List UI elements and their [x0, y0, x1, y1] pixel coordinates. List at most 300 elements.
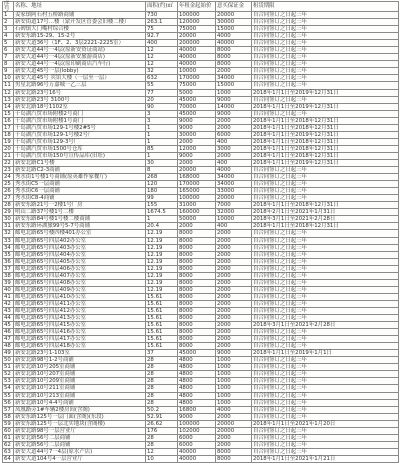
cell-area: 12.19	[146, 272, 178, 279]
table-row	[3, 188, 399, 195]
cell-annual-rent: 50000	[178, 216, 216, 223]
table-row	[3, 124, 399, 131]
cell-area: 12	[146, 448, 178, 455]
cell-lease-term: 2018年1月1日至2018年12月31日	[252, 117, 399, 124]
cell-annual-rent: 8000	[178, 279, 216, 286]
cell-deposit: 400	[216, 223, 252, 230]
cell-area: 15.61	[146, 293, 178, 300]
cell-annual-rent: 4800	[178, 371, 216, 378]
header-annual-rent: 年租金起始价	[178, 2, 216, 12]
cell-annual-rent: 200000	[178, 40, 216, 47]
cell-annual-rent: 6000	[178, 434, 216, 441]
table-body	[3, 12, 399, 463]
table-row	[3, 336, 399, 343]
header-deposit: 意买保证金	[216, 2, 252, 12]
cell-annual-rent: 9000	[178, 413, 216, 420]
cell-deposit: 2000	[216, 434, 252, 441]
cell-area: 1	[146, 138, 178, 145]
cell-index: 4	[3, 33, 14, 40]
cell-deposit: 2000	[216, 307, 252, 314]
cell-name-address: 石碑镇大门嘴村综合楼	[14, 26, 146, 33]
cell-annual-rent: 8000	[178, 293, 216, 300]
cell-index: 3	[3, 26, 14, 33]
cell-name-address: 新安北路23号1-103室	[14, 350, 146, 357]
table-row	[3, 385, 399, 392]
cell-lease-term: 2018年3月1日至2021年2月28日	[252, 216, 399, 223]
cell-annual-rent: 8000	[178, 307, 216, 314]
cell-index: 48	[3, 343, 14, 350]
cell-area: 20.4	[146, 223, 178, 230]
cell-index: 17	[3, 124, 14, 131]
cell-annual-rent: 160000	[178, 209, 216, 216]
cell-index: 7	[3, 54, 14, 61]
cell-lease-term: 自合同签订之日起三年	[252, 357, 399, 364]
cell-area: 52.91	[146, 413, 178, 420]
cell-index: 49	[3, 350, 14, 357]
cell-area: 12.19	[146, 230, 178, 237]
cell-annual-rent: 168000	[178, 174, 216, 181]
cell-index: 27	[3, 195, 14, 202]
cell-name-address: 新安北路10号211室商铺	[14, 385, 146, 392]
cell-lease-term: 自合同签订之日起三年	[252, 336, 399, 343]
cell-deposit: 20000	[216, 420, 252, 427]
cell-annual-rent: 70000	[178, 103, 216, 110]
table-row	[3, 145, 399, 152]
cell-area: 12.19	[146, 265, 178, 272]
cell-lease-term: 自合同签订之日起三年	[252, 82, 399, 89]
cell-lease-term: 自合同签订之日起三年	[252, 434, 399, 441]
cell-name-address: 邮电北路65号四层405办公室	[14, 258, 146, 265]
cell-lease-term: 自合同签订之日起三年	[252, 448, 399, 455]
cell-index: 36	[3, 258, 14, 265]
table-row	[3, 265, 399, 272]
cell-index: 1	[3, 12, 14, 19]
cell-lease-term: 2018年1月1日至2019年1月1日	[252, 350, 399, 357]
cell-deposit: 2000	[216, 124, 252, 131]
cell-lease-term: 自合同签订之日起三年	[252, 427, 399, 434]
table-row	[3, 251, 399, 258]
cell-lease-term: 自合同签订之日起三年	[252, 272, 399, 279]
cell-area: 28	[146, 392, 178, 399]
cell-name-address: 新安北路C1号楼	[14, 159, 146, 166]
cell-deposit: 1000	[216, 392, 252, 399]
cell-annual-rent: 8000	[178, 258, 216, 265]
table-row	[3, 47, 399, 54]
cell-name-address: 新安北路10号213室商铺	[14, 392, 146, 399]
cell-deposit: 3000	[216, 145, 252, 152]
cell-name-address: 邮电北路65号四层415办公室	[14, 322, 146, 329]
cell-index: 8	[3, 61, 14, 68]
cell-name-address: 新安北路23号16号	[14, 89, 146, 96]
cell-name-address: 新安大道36号（1F、2、3层2221-2225室）	[14, 40, 146, 47]
cell-annual-rent: 20000	[178, 33, 216, 40]
cell-area: 55	[146, 82, 178, 89]
cell-name-address: 千岛湖汽贸市场1500号仓库	[14, 145, 146, 152]
cell-deposit: 7000	[216, 202, 252, 209]
header-area: 面积(约)㎡	[146, 2, 178, 12]
cell-area: 28	[146, 378, 178, 385]
cell-annual-rent: 5000	[178, 89, 216, 96]
cell-lease-term: 自合同签订之日起三年	[252, 19, 399, 26]
cell-deposit: 2000	[216, 117, 252, 124]
cell-deposit: 20000	[216, 195, 252, 202]
cell-name-address: 邮电北路65号四层418办公室	[14, 343, 146, 350]
cell-index: 52	[3, 371, 14, 378]
cell-lease-term: 自合同签订之日起三年	[252, 307, 399, 314]
cell-annual-rent: 40000	[178, 54, 216, 61]
cell-lease-term: 2018年1月1日至2018年12月31日	[252, 124, 399, 131]
cell-name-address: 邮电北路65号楼四楼401办公室	[14, 230, 146, 237]
cell-area: 75	[146, 26, 178, 33]
cell-lease-term: 自合同签订之日起三年	[252, 441, 399, 448]
cell-name-address: 邮电北路65号四层411办公室	[14, 300, 146, 307]
cell-name-address: 姜家镇阿石村五桥路商铺	[14, 12, 146, 19]
cell-deposit: 1000	[216, 385, 252, 392]
cell-deposit: 2000	[216, 329, 252, 336]
table-row	[3, 364, 399, 371]
cell-annual-rent: 31000	[178, 202, 216, 209]
cell-annual-rent: 9000	[178, 117, 216, 124]
cell-annual-rent: 170000	[178, 181, 216, 188]
cell-deposit: 2000	[216, 300, 252, 307]
table-row	[3, 75, 399, 82]
table-row	[3, 82, 399, 89]
cell-area: 20	[146, 96, 178, 103]
cell-area: 30	[146, 159, 178, 166]
cell-annual-rent: 100000	[178, 195, 216, 202]
cell-index: 53	[3, 378, 14, 385]
cell-area: 176	[146, 427, 178, 434]
cell-annual-rent: 8000	[178, 329, 216, 336]
cell-area: 50.2	[146, 406, 178, 413]
cell-lease-term: 自合同签订之日起三年	[252, 258, 399, 265]
cell-annual-rent: 40000	[178, 448, 216, 455]
cell-lease-term: 自合同签订之日起三年	[252, 392, 399, 399]
cell-deposit: 9000	[216, 96, 252, 103]
table-row	[3, 12, 399, 19]
cell-index: 60	[3, 427, 14, 434]
cell-name-address: 邮电北路65号四层412办公室	[14, 307, 146, 314]
cell-name-address: 邮电北路65号四层402办公室	[14, 237, 146, 244]
table-row	[3, 350, 399, 357]
cell-lease-term: 自合同签订之日起三年	[252, 195, 399, 202]
cell-deposit: 14000	[216, 103, 252, 110]
cell-deposit: 2000	[216, 441, 252, 448]
cell-annual-rent: 16800	[178, 406, 216, 413]
cell-deposit: 8000	[216, 47, 252, 54]
cell-index: 23	[3, 167, 14, 174]
cell-annual-rent: 120000	[178, 19, 216, 26]
cell-lease-term: 自合同签订之日起三年	[252, 300, 399, 307]
cell-lease-term: 自合同签订之日起三年	[252, 54, 399, 61]
cell-lease-term: 自合同签订之日起三年	[252, 230, 399, 237]
table-row	[3, 216, 399, 223]
cell-area: 268	[146, 174, 178, 181]
cell-lease-term: 2018年1月1日至2018年12月31日	[252, 138, 399, 145]
cell-annual-rent: 45000	[178, 110, 216, 117]
cell-annual-rent: 6000	[178, 441, 216, 448]
cell-area: 12.19	[146, 279, 178, 286]
table-row	[3, 434, 399, 441]
header-name-address: 名称、地址	[14, 2, 146, 12]
cell-area: 28	[146, 364, 178, 371]
table-row	[3, 378, 399, 385]
cell-name-address: 邮电北路65号四层406办公室	[14, 265, 146, 272]
cell-index: 37	[3, 265, 14, 272]
table-row	[3, 26, 399, 33]
table-row	[3, 202, 399, 209]
cell-name-address: 邮电北路65号四层417办公室	[14, 336, 146, 343]
cell-annual-rent: 2000	[178, 223, 216, 230]
cell-name-address: 邮电北路65号四层409办公室	[14, 286, 146, 293]
cell-index: 61	[3, 434, 14, 441]
cell-index: 29	[3, 209, 14, 216]
cell-index: 50	[3, 357, 14, 364]
cell-lease-term: 自合同签订之日起三年	[252, 110, 399, 117]
cell-index: 33	[3, 237, 14, 244]
cell-lease-term: 自合同签订之日起三年	[252, 47, 399, 54]
cell-area: 15.61	[146, 336, 178, 343]
cell-deposit: 2000	[216, 237, 252, 244]
cell-annual-rent: 8000	[178, 286, 216, 293]
cell-area: 28	[146, 385, 178, 392]
table-row	[3, 89, 399, 96]
cell-name-address: 新安街道17号...楼（蒙开发区管委会旧楼二楼）	[14, 19, 146, 26]
cell-lease-term: 自合同签订之日起三年	[252, 279, 399, 286]
cell-lease-term: 自合同签订之日起三年	[252, 167, 399, 174]
table-row	[3, 357, 399, 364]
cell-annual-rent: 2000	[178, 159, 216, 166]
cell-annual-rent: 8000	[178, 265, 216, 272]
cell-lease-term: 自合同签订之日起三年	[252, 40, 399, 47]
table-row	[3, 427, 399, 434]
cell-annual-rent: 9000	[178, 124, 216, 131]
cell-annual-rent: 4800	[178, 392, 216, 399]
cell-area: 180	[146, 188, 178, 195]
cell-annual-rent: 9000	[178, 152, 216, 159]
cell-lease-term: 自合同签订之日起三年	[252, 385, 399, 392]
cell-index: 26	[3, 188, 14, 195]
cell-name-address: 新安大道104号4一层营业厅	[14, 455, 146, 462]
cell-deposit: 33000	[216, 188, 252, 195]
cell-area: 12	[146, 54, 178, 61]
cell-annual-rent: 30000	[178, 131, 216, 138]
table-row	[3, 392, 399, 399]
header-index: 序号	[3, 2, 14, 12]
cell-annual-rent: 8000	[178, 230, 216, 237]
cell-lease-term: 自合同签订之日起三年	[252, 399, 399, 406]
cell-deposit: 1000	[216, 357, 252, 364]
cell-area: 15.61	[146, 300, 178, 307]
cell-annual-rent: 12000	[178, 145, 216, 152]
cell-area: 15.61	[146, 329, 178, 336]
cell-area: 28	[146, 371, 178, 378]
table-row	[3, 61, 399, 68]
cell-index: 28	[3, 202, 14, 209]
cell-lease-term: 自合同签订之日起三年	[252, 265, 399, 272]
cell-index: 20	[3, 145, 14, 152]
cell-deposit: 9000	[216, 110, 252, 117]
cell-area: 12	[146, 61, 178, 68]
table-row	[3, 159, 399, 166]
cell-lease-term: 自合同签订之日起三年	[252, 61, 399, 68]
table-row	[3, 279, 399, 286]
cell-index: 21	[3, 152, 14, 159]
cell-deposit: 8000	[216, 455, 252, 462]
cell-deposit: 2000	[216, 244, 252, 251]
cell-lease-term: 2018年1月1日至2018年12月31日	[252, 152, 399, 159]
cell-index: 2	[3, 19, 14, 26]
cell-name-address: 邮电北路65号四层410办公室	[14, 293, 146, 300]
cell-index: 16	[3, 117, 14, 124]
cell-index: 47	[3, 336, 14, 343]
cell-name-address: 新安大道44号一4层(原新安资证商站)	[14, 47, 146, 54]
cell-index: 41	[3, 293, 14, 300]
cell-area: 155	[146, 202, 178, 209]
cell-deposit: 400	[216, 159, 252, 166]
cell-name-address: 新安北路98号1-2号商铺	[14, 357, 146, 364]
table-row	[3, 286, 399, 293]
cell-area: 12.19	[146, 251, 178, 258]
cell-deposit: 4000	[216, 33, 252, 40]
cell-name-address: 新安东路125号一层北实地块(含阁楼)	[14, 420, 146, 427]
cell-name-address: 新安北路C2-3商铺	[14, 167, 146, 174]
cell-deposit: 8000	[216, 448, 252, 455]
cell-index: 31	[3, 223, 14, 230]
cell-annual-rent: 75000	[178, 82, 216, 89]
cell-annual-rent: 8000	[178, 343, 216, 350]
cell-deposit: 20000	[216, 427, 252, 434]
cell-area: 15.61	[146, 307, 178, 314]
table-row	[3, 230, 399, 237]
cell-name-address: 千岛湖汽贸市场150号宣传品库(旧址)	[14, 152, 146, 159]
cell-annual-rent: 4800	[178, 364, 216, 371]
cell-annual-rent: 40000	[178, 47, 216, 54]
lease-table	[2, 1, 399, 463]
cell-index: 63	[3, 448, 14, 455]
cell-annual-rent: 165000	[178, 188, 216, 195]
cell-area: 15.61	[146, 343, 178, 350]
cell-lease-term: 自合同签订之日起三年	[252, 68, 399, 75]
cell-lease-term: 自合同签订之日起三年	[252, 371, 399, 378]
cell-area: 730	[146, 12, 178, 19]
cell-annual-rent: 8000	[178, 272, 216, 279]
cell-name-address: 秀水街C8-4商铺	[14, 195, 146, 202]
cell-index: 35	[3, 251, 14, 258]
table-row	[3, 138, 399, 145]
cell-annual-rent: 4800	[178, 399, 216, 406]
cell-index: 57	[3, 406, 14, 413]
cell-area: 400	[146, 40, 178, 47]
cell-annual-rent: 8000	[178, 322, 216, 329]
cell-area: 15.61	[146, 315, 178, 322]
cell-area: 37	[146, 350, 178, 357]
cell-lease-term: 2018年1月1日至2021年1月20日	[252, 420, 399, 427]
cell-area: 28	[146, 434, 178, 441]
table-row	[3, 413, 399, 420]
cell-name-address: 邮电北路65号四层407办公室	[14, 272, 146, 279]
cell-area: 15.61	[146, 322, 178, 329]
table-row	[3, 174, 399, 181]
cell-area: 8	[146, 167, 178, 174]
cell-index: 56	[3, 399, 14, 406]
cell-annual-rent: 75000	[178, 26, 216, 33]
table-row	[3, 406, 399, 413]
table-row	[3, 117, 399, 124]
cell-index: 46	[3, 329, 14, 336]
cell-area: 99	[146, 195, 178, 202]
cell-index: 19	[3, 138, 14, 145]
cell-name-address: 千岛湖汽贸市场129-1号楼2#5号	[14, 124, 146, 131]
table-row	[3, 33, 399, 40]
cell-area: 12.19	[146, 237, 178, 244]
cell-index: 44	[3, 315, 14, 322]
cell-deposit: 2000	[216, 251, 252, 258]
cell-deposit: 2000	[216, 265, 252, 272]
cell-area: 1	[146, 131, 178, 138]
cell-index: 38	[3, 272, 14, 279]
cell-index: 6	[3, 47, 14, 54]
cell-annual-rent: 4800	[178, 385, 216, 392]
cell-annual-rent: 45000	[178, 96, 216, 103]
table-row	[3, 223, 399, 230]
cell-name-address: 邮电北路65号四层403办公室	[14, 244, 146, 251]
cell-name-address: 新安东路15-29、15-2号	[14, 33, 146, 40]
cell-area: 1674.5	[146, 209, 178, 216]
cell-lease-term: 2018年1月1日至2018年12月31日	[252, 202, 399, 209]
cell-lease-term: 自合同签订之日起三年	[252, 315, 399, 322]
cell-annual-rent: 8000	[178, 244, 216, 251]
cell-deposit: 2000	[216, 413, 252, 420]
cell-lease-term: 2018年3月1日至2021年2月28日	[252, 322, 399, 329]
cell-index: 25	[3, 181, 14, 188]
cell-name-address: 邮电北路65号四层413办公室	[14, 315, 146, 322]
cell-area: 632	[146, 75, 178, 82]
cell-name-address: 新安北路18号1102室	[14, 103, 146, 110]
cell-index: 40	[3, 286, 14, 293]
cell-lease-term: 自合同签订之日起三年	[252, 286, 399, 293]
table-row	[3, 329, 399, 336]
cell-deposit: 8000	[216, 61, 252, 68]
cell-deposit: 32000	[216, 209, 252, 216]
cell-annual-rent: 45000	[178, 350, 216, 357]
table-row	[3, 441, 399, 448]
cell-deposit: 8000	[216, 54, 252, 61]
cell-area: 28	[146, 357, 178, 364]
table-row	[3, 307, 399, 314]
table-row	[3, 244, 399, 251]
cell-area: 3	[146, 110, 178, 117]
cell-name-address: 新安北路10号207室商铺	[14, 371, 146, 378]
cell-name-address: 新安北路23号 3100号	[14, 96, 146, 103]
cell-lease-term: 自合同签订之日起三年	[252, 181, 399, 188]
cell-lease-term: 自合同签订之日起三年	[252, 329, 399, 336]
table-row	[3, 152, 399, 159]
cell-area: 85	[146, 145, 178, 152]
table-row	[3, 315, 399, 322]
cell-area: 28	[146, 441, 178, 448]
table-row	[3, 293, 399, 300]
cell-deposit: 34000	[216, 75, 252, 82]
cell-annual-rent: 4800	[178, 357, 216, 364]
cell-lease-term: 自合同签订之日起三年	[252, 96, 399, 103]
cell-deposit: 1000	[216, 364, 252, 371]
table-row	[3, 448, 399, 455]
cell-index: 30	[3, 216, 14, 223]
cell-annual-rent: 8000	[178, 315, 216, 322]
cell-lease-term: 自合同签订之日起三年	[252, 406, 399, 413]
table-row	[3, 40, 399, 47]
